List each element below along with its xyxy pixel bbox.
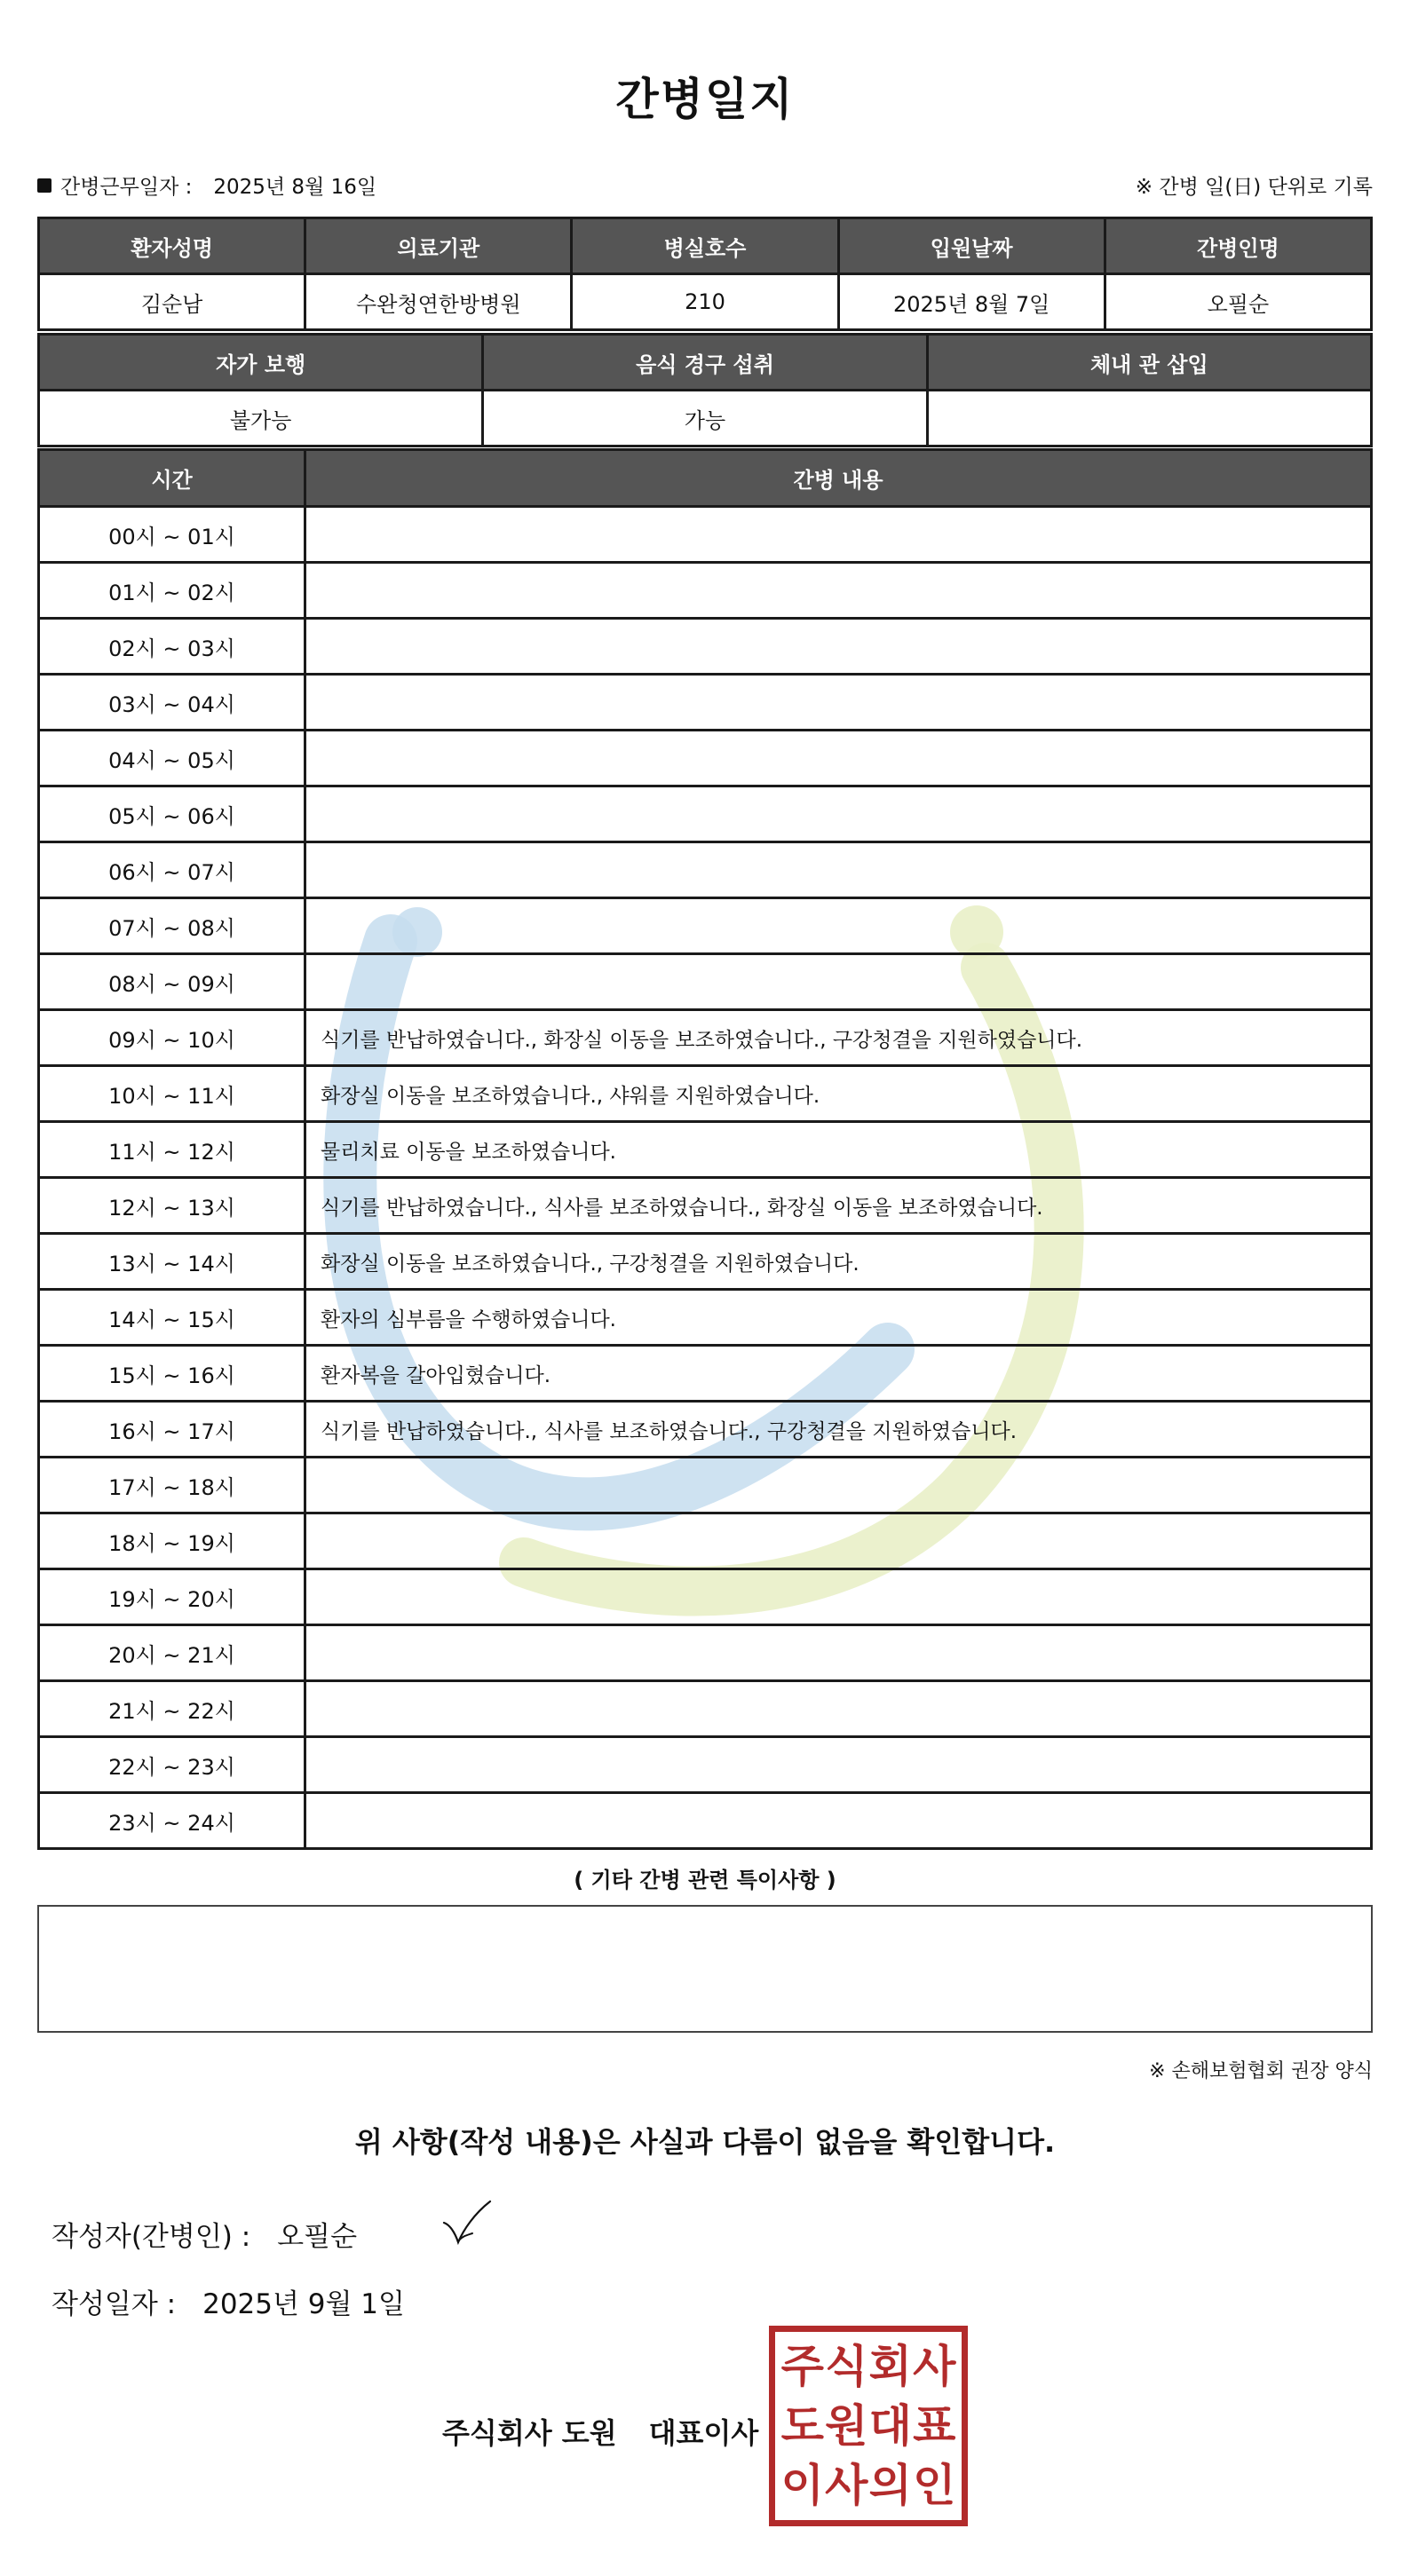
log-time: 23시 ~ 24시 <box>39 1793 305 1849</box>
log-content: 화장실 이동을 보조하였습니다., 구강청결을 지원하였습니다. <box>305 1234 1372 1290</box>
log-row <box>39 898 1372 954</box>
log-content: 물리치료 이동을 보조하였습니다. <box>305 1122 1372 1178</box>
log-row <box>39 1178 1372 1234</box>
log-row <box>39 1066 1372 1122</box>
confirmation-statement: 위 사항(작성 내용)은 사실과 다름이 없음을 확인합니다. <box>354 2125 1056 2159</box>
log-row <box>39 1513 1372 1569</box>
seal-character: 사 <box>913 2340 956 2393</box>
log-content <box>305 563 1372 619</box>
self-walking-value: 불가능 <box>39 391 483 446</box>
log-time: 09시 ~ 10시 <box>39 1010 305 1066</box>
log-content <box>305 954 1372 1010</box>
seal-character: 원 <box>825 2398 868 2452</box>
oral-intake-value: 가능 <box>483 391 927 446</box>
log-content <box>305 1681 1372 1737</box>
log-time: 00시 ~ 01시 <box>39 507 305 563</box>
log-time: 20시 ~ 21시 <box>39 1625 305 1681</box>
log-row <box>39 563 1372 619</box>
log-content <box>305 507 1372 563</box>
work-date-label: 간병근무일자 : <box>60 176 193 199</box>
company-name: 주식회사 도원 <box>442 2416 617 2450</box>
unit-note: ※ 간병 일(日) 단위로 기록 <box>1135 176 1373 199</box>
patient-name: 김순남 <box>39 274 305 330</box>
log-time: 10시 ~ 11시 <box>39 1066 305 1122</box>
header-oral-intake: 음식 경구 섭취 <box>483 335 927 391</box>
log-content: 식기를 반납하였습니다., 식사를 보조하였습니다., 화장실 이동을 보조하였습니다. <box>305 1178 1372 1234</box>
log-time: 02시 ~ 03시 <box>39 619 305 675</box>
log-time: 11시 ~ 12시 <box>39 1122 305 1178</box>
room-number: 210 <box>572 274 838 330</box>
log-row <box>39 1793 1372 1849</box>
log-time: 22시 ~ 23시 <box>39 1737 305 1793</box>
written-date-label: 작성일자 : <box>51 2288 177 2320</box>
writer-label: 작성자(간병인) : <box>51 2221 251 2253</box>
log-row <box>39 619 1372 675</box>
log-content <box>305 619 1372 675</box>
log-time: 15시 ~ 16시 <box>39 1346 305 1402</box>
log-content: 환자복을 갈아입혔습니다. <box>305 1346 1372 1402</box>
caregiver-name: 오필순 <box>1105 274 1371 330</box>
log-row <box>39 1625 1372 1681</box>
log-content: 식기를 반납하였습니다., 화장실 이동을 보조하였습니다., 구강청결을 지원하였습니다. <box>305 1010 1372 1066</box>
log-time: 04시 ~ 05시 <box>39 731 305 786</box>
writer-row <box>51 2214 357 2254</box>
log-row <box>39 507 1372 563</box>
patient-info-table <box>37 217 1373 331</box>
log-row <box>39 1010 1372 1066</box>
log-row <box>39 731 1372 786</box>
notes-box <box>37 1905 1373 2033</box>
seal-character: 이 <box>780 2458 824 2511</box>
header-room: 병실호수 <box>572 218 838 274</box>
log-content <box>305 1737 1372 1793</box>
ceo-title: 대표이사 <box>648 2416 759 2450</box>
log-content <box>305 1625 1372 1681</box>
log-time: 14시 ~ 15시 <box>39 1290 305 1346</box>
log-content <box>305 1569 1372 1625</box>
header-admission-date: 입원날짜 <box>838 218 1105 274</box>
log-content <box>305 675 1372 731</box>
header-tube-insertion: 체내 관 삽입 <box>927 335 1371 391</box>
log-content <box>305 731 1372 786</box>
company-seal-stamp <box>769 2326 968 2526</box>
log-row <box>39 954 1372 1010</box>
log-content <box>305 1793 1372 1849</box>
log-content: 환자의 심부름을 수행하였습니다. <box>305 1290 1372 1346</box>
header-patient-name: 환자성명 <box>39 218 305 274</box>
log-content <box>305 1513 1372 1569</box>
company-signature-line <box>442 2411 758 2452</box>
writer-name: 오필순 <box>277 2221 358 2253</box>
log-row <box>39 1681 1372 1737</box>
work-date: 2025년 8월 16일 <box>213 176 377 199</box>
seal-character: 도 <box>780 2398 824 2452</box>
log-content <box>305 1458 1372 1513</box>
seal-character: 주 <box>780 2340 824 2393</box>
signature-image <box>437 2198 499 2255</box>
seal-character: 사 <box>825 2458 868 2511</box>
log-time: 07시 ~ 08시 <box>39 898 305 954</box>
log-time: 13시 ~ 14시 <box>39 1234 305 1290</box>
log-row <box>39 1290 1372 1346</box>
log-row <box>39 842 1372 898</box>
log-time: 03시 ~ 04시 <box>39 675 305 731</box>
admission-date: 2025년 8월 7일 <box>838 274 1105 330</box>
log-time: 01시 ~ 02시 <box>39 563 305 619</box>
written-date-row <box>51 2281 405 2321</box>
log-time: 18시 ~ 19시 <box>39 1513 305 1569</box>
page-title: 간병일지 <box>615 74 795 125</box>
log-content <box>305 786 1372 842</box>
header-time: 시간 <box>39 450 305 507</box>
log-row <box>39 1122 1372 1178</box>
log-time: 05시 ~ 06시 <box>39 786 305 842</box>
seal-character: 의 <box>868 2458 912 2511</box>
log-row <box>39 1402 1372 1458</box>
header-care-content: 간병 내용 <box>305 450 1372 507</box>
log-row <box>39 1737 1372 1793</box>
tube-insertion-value <box>927 391 1371 446</box>
patient-status-table <box>37 333 1373 447</box>
seal-character: 인 <box>913 2458 956 2511</box>
log-content: 화장실 이동을 보조하였습니다., 샤워를 지원하였습니다. <box>305 1066 1372 1122</box>
log-time: 16시 ~ 17시 <box>39 1402 305 1458</box>
log-time: 19시 ~ 20시 <box>39 1569 305 1625</box>
log-time: 12시 ~ 13시 <box>39 1178 305 1234</box>
notes-title: ( 기타 간병 관련 특이사항 ) <box>574 1868 836 1892</box>
log-row <box>39 1346 1372 1402</box>
seal-character: 표 <box>913 2398 956 2452</box>
log-content <box>305 898 1372 954</box>
hospital-name: 수완청연한방병원 <box>305 274 572 330</box>
seal-character: 회 <box>868 2340 912 2393</box>
log-time: 06시 ~ 07시 <box>39 842 305 898</box>
log-time: 21시 ~ 22시 <box>39 1681 305 1737</box>
seal-character: 대 <box>868 2398 912 2452</box>
header-caregiver: 간병인명 <box>1105 218 1371 274</box>
log-row <box>39 1569 1372 1625</box>
log-time: 08시 ~ 09시 <box>39 954 305 1010</box>
log-row <box>39 1458 1372 1513</box>
header-self-walking: 자가 보행 <box>39 335 483 391</box>
square-bullet-icon <box>37 178 51 193</box>
log-row <box>39 675 1372 731</box>
form-note: ※ 손해보험협회 권장 양식 <box>1149 2060 1373 2082</box>
log-row <box>39 786 1372 842</box>
written-date: 2025년 9월 1일 <box>202 2288 405 2320</box>
log-row <box>39 1234 1372 1290</box>
log-content: 식기를 반납하였습니다., 식사를 보조하였습니다., 구강청결을 지원하였습니다. <box>305 1402 1372 1458</box>
log-content <box>305 842 1372 898</box>
header-hospital: 의료기관 <box>305 218 572 274</box>
log-time: 17시 ~ 18시 <box>39 1458 305 1513</box>
seal-character: 식 <box>825 2340 868 2393</box>
care-log-table <box>37 448 1373 1850</box>
meta-row <box>37 170 1373 202</box>
